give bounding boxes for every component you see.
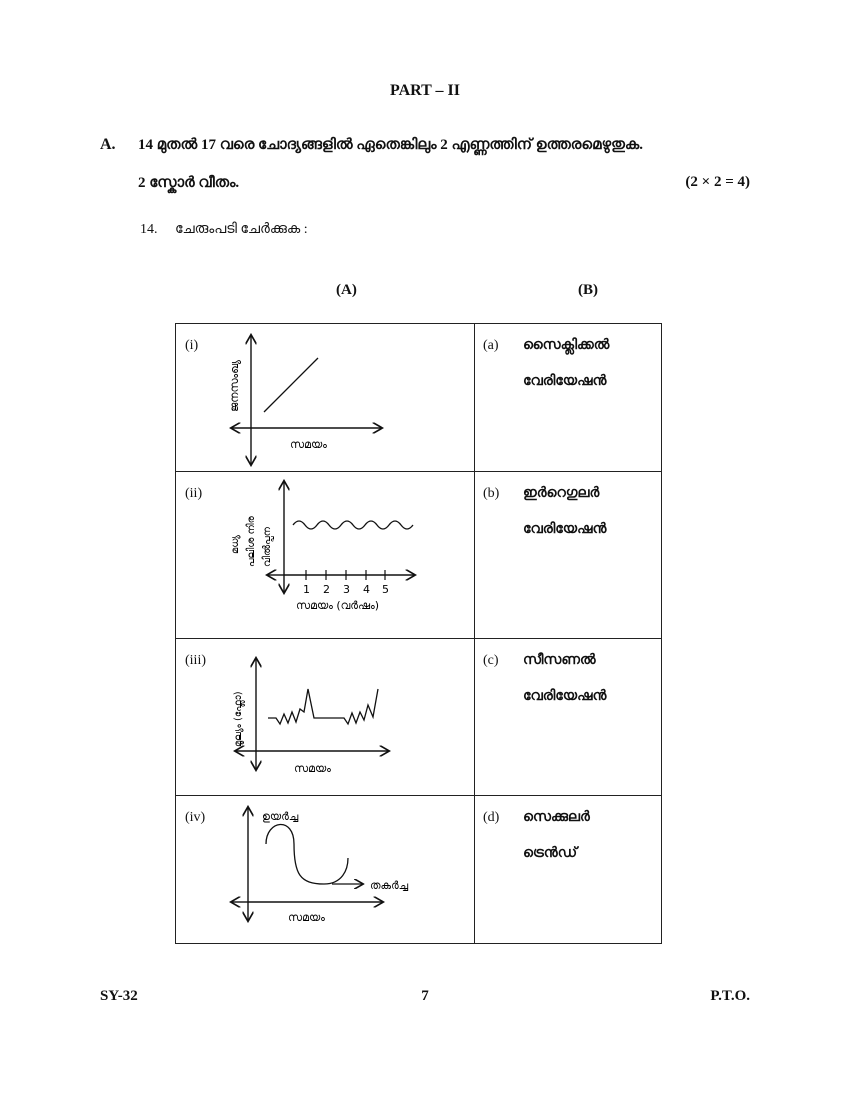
option-text-line-2: വേരിയേഷൻ: [523, 374, 607, 389]
column-b-header: (B): [578, 282, 598, 298]
option-text-line-1: സൈക്ലിക്കൽ: [523, 338, 610, 353]
x-axis-label: സമയം: [294, 762, 331, 775]
irregular-line: [268, 689, 378, 724]
seasonal-wave-line: [293, 521, 413, 529]
option-cell-c: [475, 639, 662, 796]
option-letter: (b): [483, 486, 500, 501]
cyclical-graph: [176, 796, 474, 944]
section-letter: A.: [100, 136, 116, 153]
option-letter: (d): [483, 810, 500, 825]
footer-pto: P.T.O.: [710, 988, 750, 1004]
option-cell-b: [475, 472, 662, 639]
y-axis-label: മൂല്യം (ഫ്ലോ): [233, 691, 244, 747]
graph-cell-iv: [176, 796, 475, 944]
y-axis-label: ജനസംഖ്യ: [228, 360, 241, 412]
question-text: ചേരുംപടി ചേർക്കുക :: [175, 222, 308, 237]
part-title: PART – II: [390, 82, 460, 99]
table-row: [176, 472, 662, 639]
graph-cell-ii: [176, 472, 475, 639]
instruction-line-2: 2 സ്കോർ വീതം.: [138, 175, 240, 191]
x-tick-label: 3: [343, 583, 350, 596]
x-tick-label: 5: [382, 583, 389, 596]
row-number: (i): [185, 338, 199, 353]
option-cell-d: [475, 796, 662, 944]
x-tick-label: 2: [323, 583, 330, 596]
option-text-line-2: ട്രെൻഡ്: [523, 846, 578, 861]
question-14: [140, 222, 308, 238]
page-number: 7: [421, 988, 429, 1004]
footer-code: SY-32: [100, 988, 138, 1004]
column-a-header: (A): [336, 282, 357, 298]
marks-allocation: (2 × 2 = 4): [685, 174, 750, 190]
peak-label: ഉയർച്ച: [262, 810, 299, 823]
option-cell-a: [475, 324, 662, 472]
cycle-curve: [266, 824, 348, 884]
y-axis-label-1: മധ്യ: [230, 535, 241, 554]
option-letter: (a): [483, 338, 499, 353]
y-axis-label-2: പലിശ നിര: [246, 516, 257, 567]
seasonal-wave-graph: [176, 472, 474, 639]
row-number: (iv): [185, 810, 206, 825]
option-text-line-2: വേരിയേഷൻ: [523, 522, 607, 537]
x-axis-label: സമയം: [290, 438, 327, 451]
graph-cell-iii: [176, 639, 475, 796]
option-text-line-1: സെക്കുലർ: [523, 810, 590, 825]
option-text-line-1: ഇർറെഗുലർ: [523, 486, 600, 501]
option-letter: (c): [483, 653, 499, 668]
x-tick-label: 4: [363, 583, 370, 596]
x-tick-label: 1: [303, 583, 310, 596]
trend-line: [264, 358, 318, 412]
y-axis-label-3: വിൽപ്പന: [262, 527, 273, 567]
row-number: (iii): [185, 653, 206, 668]
x-axis-label: സമയം (വർഷം): [296, 599, 379, 612]
option-text-line-2: വേരിയേഷൻ: [523, 689, 607, 704]
table-row: [176, 324, 662, 472]
instruction-line-1: 14 മുതൽ 17 വരെ ചോദ്യങ്ങളിൽ ഏതെങ്കിലും 2 എണ്ണത്തിന് ഉത്തരമെഴുതുക.: [138, 137, 643, 153]
linear-trend-graph: [176, 324, 474, 472]
row-number: (ii): [185, 486, 203, 501]
graph-cell-i: [176, 324, 475, 472]
match-table: [175, 323, 662, 945]
x-axis-label: സമയം: [288, 911, 325, 924]
table-row: [176, 796, 662, 944]
irregular-graph: [176, 639, 474, 796]
table-row: [176, 639, 662, 796]
option-text-line-1: സീസണൽ: [523, 653, 596, 668]
question-number: 14.: [140, 222, 158, 237]
trough-label: തകർച്ച: [370, 879, 409, 892]
